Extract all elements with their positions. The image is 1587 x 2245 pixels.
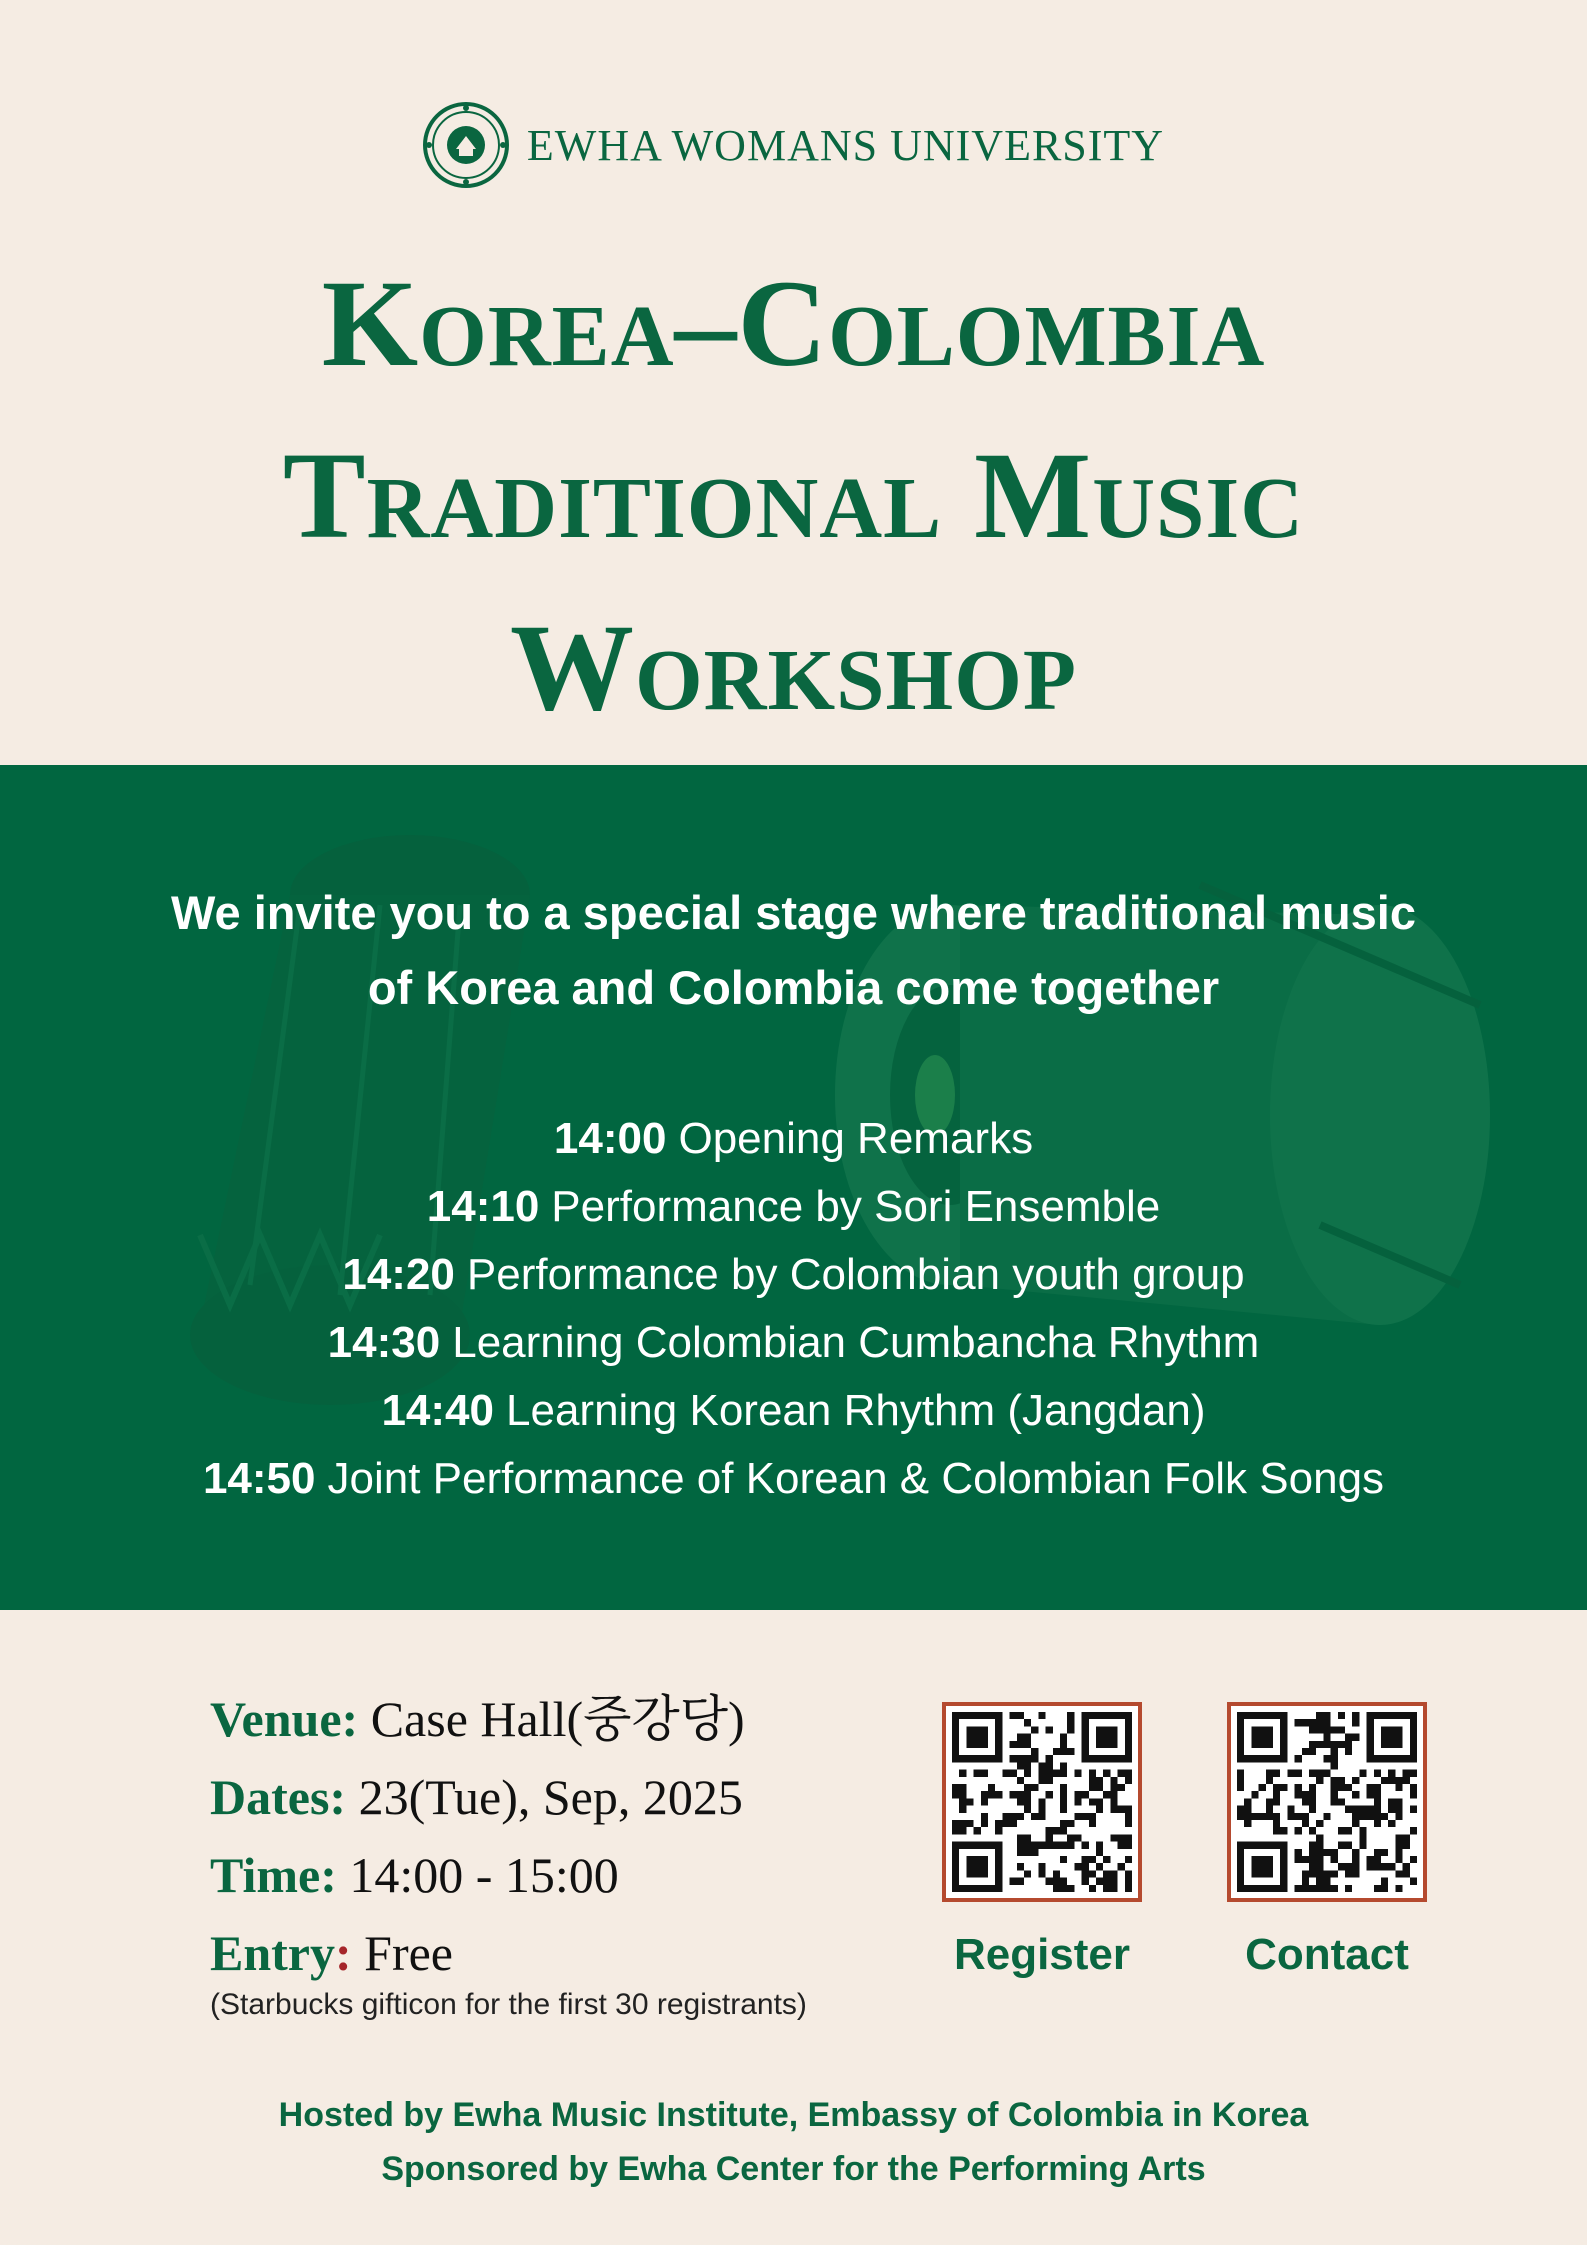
entry-row: Entry: Free [210, 1925, 453, 1981]
schedule-time: 14:10 [426, 1182, 540, 1231]
register-label: Register [953, 1930, 1131, 1979]
schedule-time: 14:30 [327, 1318, 441, 1367]
schedule-item [0, 1241, 1587, 1309]
time-value: 14:00 - 15:00 [349, 1847, 619, 1903]
schedule-item [0, 1309, 1587, 1377]
hosted-by: Hosted by Ewha Music Institute, Embassy of Colombia in Korea [278, 2096, 1309, 2134]
entry-value: Free [364, 1925, 453, 1981]
venue-value: Case Hall(중강당) [370, 1691, 745, 1747]
university-header [0, 102, 1587, 188]
invitation-text [40, 875, 1547, 1025]
schedule-activity: Performance by Colombian youth group [466, 1250, 1245, 1299]
time-row: Time: 14:00 - 15:00 [210, 1847, 619, 1903]
register-qr-code[interactable] [942, 1702, 1142, 1902]
entry-label: Entry [210, 1925, 335, 1981]
invitation-line-1: We invite you to a special stage where traditional music [171, 886, 1416, 939]
venue-row: Venue: Case Hall(중강당) [210, 1691, 745, 1747]
contact-qr-block[interactable] [1222, 1702, 1432, 1980]
schedule-item [0, 1105, 1587, 1173]
contact-label: Contact [1245, 1930, 1409, 1979]
title-line-1: Korea–Colombia [321, 255, 1266, 392]
dates-value: 23(Tue), Sep, 2025 [358, 1769, 743, 1825]
schedule-activity: Learning Korean Rhythm (Jangdan) [506, 1386, 1206, 1435]
entry-note: (Starbucks gifticon for the first 30 registrants) [210, 1988, 807, 2021]
university-seal-icon [423, 102, 509, 188]
contact-qr-code[interactable] [1227, 1702, 1427, 1902]
schedule-activity: Joint Performance of Korean & Colombian Folk Songs [327, 1454, 1385, 1503]
schedule-item [0, 1377, 1587, 1445]
page-title [0, 238, 1587, 754]
title-line-2: Traditional Music [282, 427, 1305, 564]
schedule-item [0, 1445, 1587, 1513]
venue-label: Venue [210, 1691, 342, 1747]
schedule-time: 14:20 [342, 1250, 455, 1299]
schedule-list [0, 1105, 1587, 1513]
schedule-activity: Learning Colombian Cumbancha Rhythm [452, 1318, 1260, 1367]
register-qr-block[interactable] [937, 1702, 1147, 1980]
schedule-item [0, 1173, 1587, 1241]
footer-credits [0, 2088, 1587, 2196]
schedule-activity: Performance by Sori Ensemble [551, 1182, 1161, 1231]
schedule-time: 14:40 [381, 1386, 494, 1435]
qr-code-icon [952, 1712, 1132, 1892]
title-line-3: Workshop [509, 599, 1078, 736]
university-name: EWHA WOMANS UNIVERSITY [526, 120, 1165, 170]
schedule-activity: Opening Remarks [678, 1114, 1034, 1163]
dates-row: Dates: 23(Tue), Sep, 2025 [210, 1769, 743, 1825]
time-label: Time [210, 1847, 321, 1903]
qr-code-icon [1237, 1712, 1417, 1892]
schedule-time: 14:00 [553, 1114, 667, 1163]
program-band [0, 765, 1587, 1610]
schedule-time: 14:50 [202, 1454, 316, 1503]
sponsored-by: Sponsored by Ewha Center for the Performing Arts [381, 2150, 1206, 2188]
dates-label: Dates [210, 1769, 330, 1825]
event-details [210, 1680, 910, 2022]
invitation-line-2: of Korea and Colombia come together [367, 961, 1220, 1014]
